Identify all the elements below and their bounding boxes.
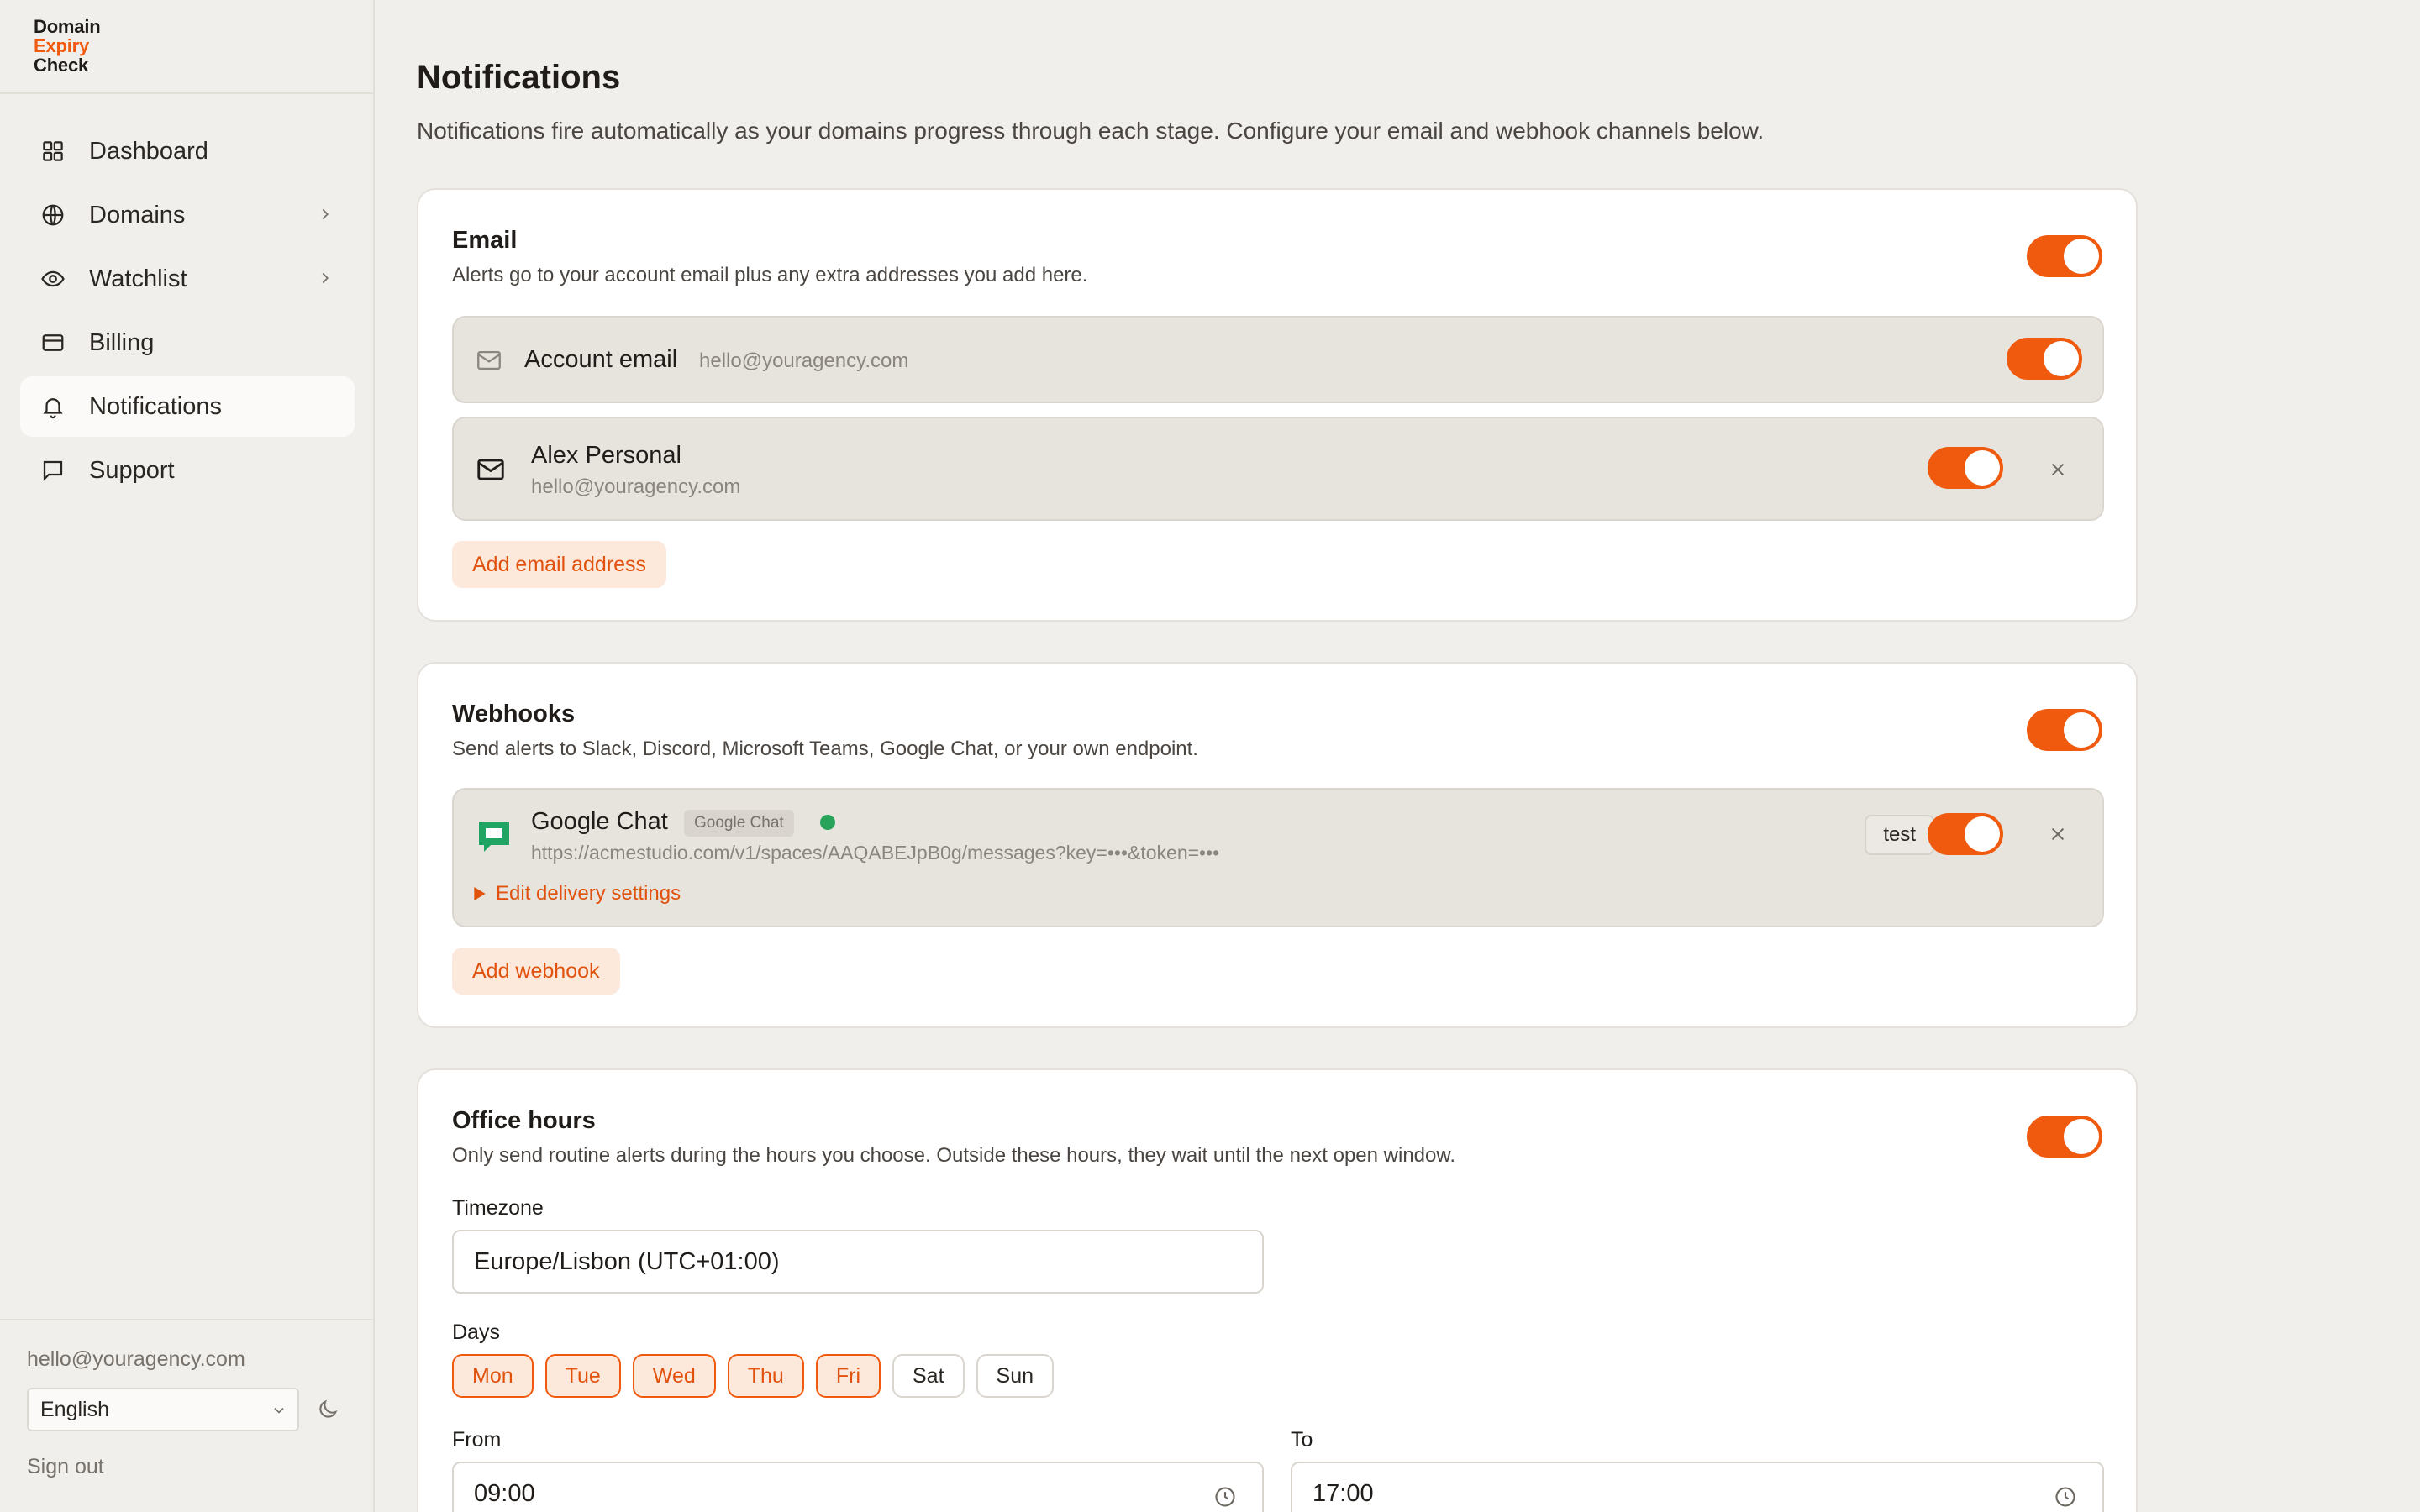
caret-right-icon <box>474 887 486 900</box>
office-hours-card <box>417 1068 2138 1512</box>
webhooks-card-title: Webhooks <box>452 701 576 727</box>
webhook-status-dot <box>820 815 835 830</box>
page-title: Notifications <box>417 59 621 96</box>
extra-email-address: hello@youragency.com <box>531 475 741 498</box>
brand-line-2: Expiry <box>34 35 90 56</box>
message-icon <box>40 458 66 483</box>
sidebar-item-domains[interactable] <box>20 185 355 245</box>
extra-email-name: Alex Personal <box>531 442 681 469</box>
from-time-value: 09:00 <box>474 1479 535 1507</box>
eye-icon <box>40 266 66 291</box>
sidebar-item-label: Dashboard <box>89 137 208 165</box>
day-tue[interactable]: Tue <box>545 1354 621 1398</box>
account-email-address: hello@youragency.com <box>699 349 909 372</box>
edit-delivery-settings-label: Edit delivery settings <box>496 882 681 905</box>
brand-line-3: Check <box>34 55 89 76</box>
account-email-toggle[interactable] <box>2007 338 2082 380</box>
email-card-description: Alerts go to your account email plus any extra addresses you add here. <box>452 264 1088 286</box>
webhook-row <box>452 788 2104 927</box>
webhook-toggle[interactable] <box>1928 813 2003 855</box>
language-select[interactable] <box>27 1388 299 1431</box>
sidebar-item-support[interactable] <box>20 440 355 501</box>
sidebar-item-watchlist[interactable] <box>20 249 355 309</box>
sidebar-divider <box>0 92 373 94</box>
mail-icon <box>474 346 504 375</box>
remove-webhook-close-icon[interactable] <box>2049 825 2067 843</box>
grid-icon <box>40 139 66 164</box>
days-selector <box>452 1354 1065 1398</box>
to-time-input[interactable] <box>1291 1462 2104 1512</box>
webhook-test-button[interactable]: test <box>1865 815 1934 855</box>
sign-out-link[interactable]: Sign out <box>27 1455 104 1478</box>
office-hours-description: Only send routine alerts during the hours you choose. Outside these hours, they wait until the next open window. <box>452 1144 1456 1167</box>
office-hours-title: Office hours <box>452 1107 596 1134</box>
timezone-value: Europe/Lisbon (UTC+01:00) <box>474 1247 780 1275</box>
days-label: Days <box>452 1320 500 1344</box>
chevron-right-icon <box>316 205 334 223</box>
from-time-input[interactable] <box>452 1462 1264 1512</box>
mail-icon <box>474 454 508 486</box>
add-webhook-button[interactable]: Add webhook <box>452 948 620 995</box>
sidebar-item-notifications[interactable] <box>20 376 355 437</box>
webhook-name: Google Chat <box>531 808 668 835</box>
account-email-label: Account email <box>524 346 678 373</box>
extra-email-toggle[interactable] <box>1928 447 2003 489</box>
chevron-down-icon <box>271 1402 287 1419</box>
edit-delivery-settings-toggle[interactable] <box>474 882 681 906</box>
clock-icon <box>2054 1485 2077 1509</box>
webhooks-card-description: Send alerts to Slack, Discord, Microsoft Teams, Google Chat, or your own endpoint. <box>452 738 1198 760</box>
bell-icon <box>40 394 66 419</box>
office-hours-toggle[interactable] <box>2027 1116 2102 1158</box>
day-wed[interactable]: Wed <box>633 1354 716 1398</box>
to-time-value: 17:00 <box>1313 1479 1374 1507</box>
sidebar-item-label: Notifications <box>89 392 222 420</box>
sidebar-item-label: Billing <box>89 328 155 356</box>
to-label: To <box>1291 1428 1313 1452</box>
day-fri[interactable]: Fri <box>816 1354 881 1398</box>
sidebar-item-label: Watchlist <box>89 265 187 292</box>
extra-email-row <box>452 417 2104 521</box>
globe-icon <box>40 202 66 228</box>
webhooks-enabled-toggle[interactable] <box>2027 709 2102 751</box>
brand-logo[interactable] <box>34 17 100 75</box>
dark-mode-toggle-icon[interactable] <box>316 1398 339 1421</box>
account-email-row <box>452 316 2104 403</box>
email-card <box>417 188 2138 622</box>
sidebar-nav <box>20 121 355 504</box>
webhook-type-badge: Google Chat <box>684 810 794 837</box>
email-enabled-toggle[interactable] <box>2027 235 2102 277</box>
add-email-button[interactable]: Add email address <box>452 541 666 588</box>
day-sun[interactable]: Sun <box>976 1354 1054 1398</box>
user-email: hello@youragency.com <box>27 1347 245 1371</box>
google-chat-icon <box>474 816 514 857</box>
webhook-url: https://acmestudio.com/v1/spaces/AAQABEJpB0g/messages?key=•••&token=••• <box>531 842 1220 864</box>
timezone-select[interactable] <box>452 1230 1264 1294</box>
from-label: From <box>452 1428 502 1452</box>
page-subtitle: Notifications fire automatically as your domains progress through each stage. Configure your email and webhook channels below. <box>417 118 1765 144</box>
clock-icon <box>1213 1485 1237 1509</box>
language-value: English <box>40 1397 109 1421</box>
remove-email-close-icon[interactable] <box>2049 460 2067 479</box>
day-sat[interactable]: Sat <box>892 1354 965 1398</box>
chevron-right-icon <box>316 269 334 287</box>
brand-line-1: Domain <box>34 16 101 37</box>
webhooks-card <box>417 662 2138 1028</box>
timezone-label: Timezone <box>452 1196 544 1220</box>
day-mon[interactable]: Mon <box>452 1354 534 1398</box>
sidebar-item-label: Support <box>89 456 175 484</box>
email-card-title: Email <box>452 227 518 254</box>
sidebar <box>0 0 375 1512</box>
sidebar-item-billing[interactable] <box>20 312 355 373</box>
sidebar-footer-divider <box>0 1319 373 1320</box>
sidebar-item-dashboard[interactable] <box>20 121 355 181</box>
day-thu[interactable]: Thu <box>728 1354 804 1398</box>
credit-card-icon <box>40 330 66 355</box>
sidebar-item-label: Domains <box>89 201 186 228</box>
